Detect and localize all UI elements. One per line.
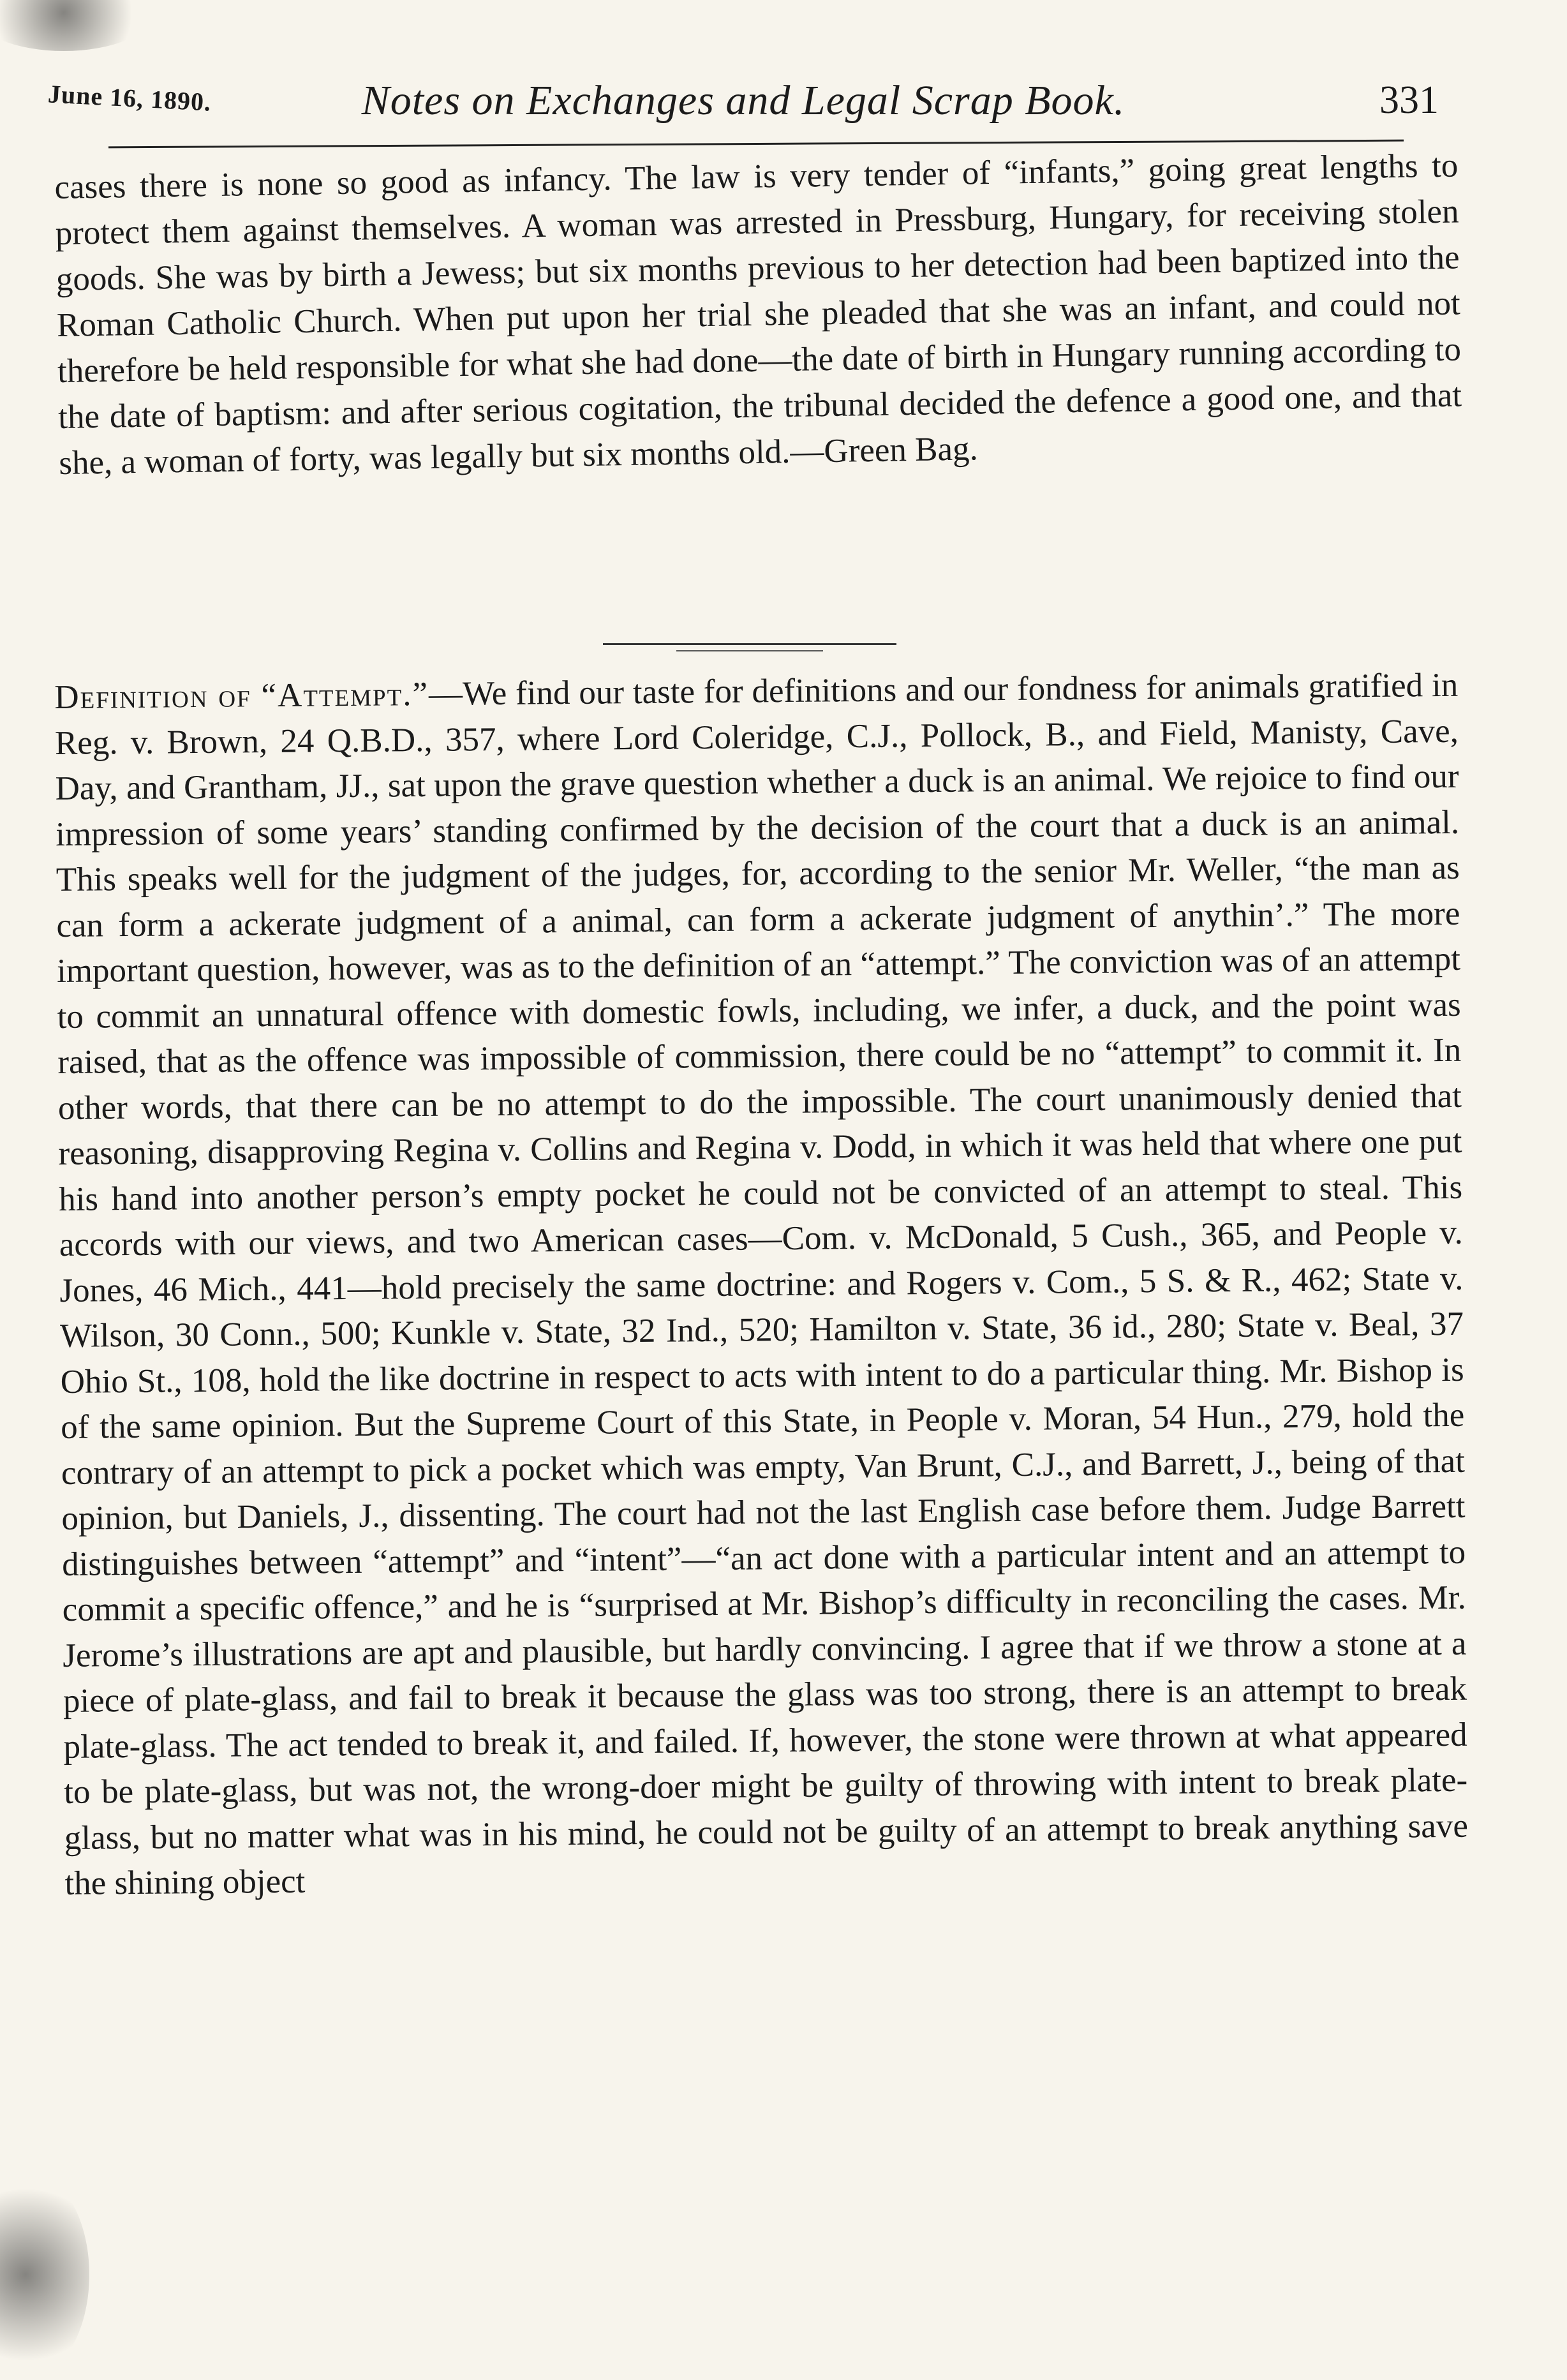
paragraph-definition-of-attempt xyxy=(54,663,1469,1907)
section-divider xyxy=(603,643,896,645)
section-divider-underline xyxy=(676,650,823,651)
section-heading: Definition of “Attempt.” xyxy=(54,675,429,716)
scan-edge-smudge-top xyxy=(0,0,153,51)
issue-date: June 16, 1890. xyxy=(47,79,212,117)
running-title: Notes on Exchanges and Legal Scrap Book. xyxy=(361,77,1125,124)
scan-edge-smudge-bottom xyxy=(0,2169,89,2380)
page-number: 331 xyxy=(1379,78,1439,122)
paragraph-text: —We find our taste for definitions and our fondness for animals gratified in Reg. v. Brown, 24 Q.B.D., 357, where Lord Coleridge, C.J., Pollock, B., and Field, Manisty, Cave, Day, and Grantham, JJ., sat upon the grave question whether a duck is an animal. We rejoice to find our impression of some years’ standing confirmed by the decision of the court that a duck is an animal. This speaks well for the judgment of the judges, for, according to the senior Mr. Weller, “the man as can form a ackerate judgment of a animal, can form a ackerate judgment of anythin’.” The more important question, however, was as to the definition of an “attempt.” The conviction was of an attempt to commit an unnatural offence with domestic fowls, including, we infer, a duck, and the point was raised, that as the offence was impossible of commission, there could be no “attempt” to commit it. In other words, that there can be no attempt to do the impossible. The court unanimously denied that reasoning, disapproving Regina v. Collins and Regina v. Dodd, in which it was held that where one put his hand into another person’s empty pocket he could not be convicted of an attempt to steal. This accords with our views, and two American cases—Com. v. McDonald, 5 Cush., 365, and People v. Jones, 46 Mich., 441—hold precisely the same doctrine: and Rogers v. Com., 5 S. & R., 462; State v. Wilson, 30 Conn., 500; Kunkle v. State, 32 Ind., 520; Hamilton v. State, 36 id., 280; State v. Beal, 37 Ohio St., 108, hold the like doctrine in respect to acts with intent to do a particular thing. Mr. Bishop is of the same opinion. But the Supreme Court of this State, in People v. Moran, 54 Hun., 279, hold the contrary of an attempt to pick a pocket which was empty, Van Brunt, C.J., and Barrett, J., being of that opinion, but Daniels, J., dissenting. The court had not the last English case before them. Judge Barrett distinguishes between “attempt” and “intent”—“an act done with a particular intent and an attempt to commit a specific offence,” and he is “surprised at Mr. Bishop’s difficulty in reconciling the cases. Mr. Jerome’s illustrations are apt and plausible, but hardly convincing. I agree that if we throw a stone at a piece of plate-glass, and fail to break it because the glass was too strong, there is an attempt to break plate-glass. The act tended to break it, and failed. If, however, the stone were thrown at what appeared to be plate-glass, but was not, the wrong-doer might be guilty of throwing with intent to break plate-glass, but no matter what was in his mind, he could not be guilty of an attempt to break anything save the shining object xyxy=(54,666,1469,1902)
paragraph-text: cases there is none so good as infancy. The law is very tender of “infants,” going great lengths to protect them against themselves. A woman was arrested in Pressburg, Hungary, for receiving stolen goods. She was by birth a Jewess; but six months previous to her detection had been baptized into the Roman Catholic Church. When put upon her trial she pleaded that she was an infant, and could not therefore be held responsible for what she had done—the date of birth in Hungary running according to the date of baptism: and after serious cogitation, the tribunal decided the defence a good one, and that she, a woman of forty, was legally but six months old.—Green Bag. xyxy=(54,147,1462,482)
page-header xyxy=(48,77,1439,147)
paragraph-infancy xyxy=(54,142,1463,486)
